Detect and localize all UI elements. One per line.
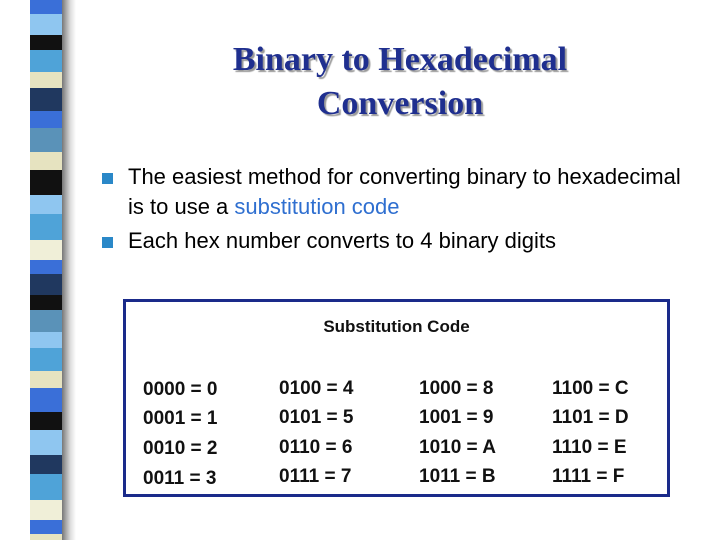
substitution-code-table xyxy=(123,299,670,497)
slide-title xyxy=(120,38,680,126)
strip-shadow xyxy=(62,0,76,540)
table-cell: 1111 = F xyxy=(552,466,625,487)
title-line-1: Binary to Hexadecimal xyxy=(232,41,568,78)
table-cell: 0001 = 1 xyxy=(143,408,218,429)
bullet-item xyxy=(100,226,690,256)
square-bullet-icon xyxy=(102,173,113,184)
table-cell: 1110 = E xyxy=(552,437,627,458)
square-bullet-icon xyxy=(102,237,113,248)
table-cell: 0011 = 3 xyxy=(143,468,217,489)
bullet-text: Each hex number converts to 4 binary digits xyxy=(128,228,557,253)
title-line-2: Conversion xyxy=(316,85,484,122)
decorative-strip xyxy=(0,0,80,540)
table-cell: 0100 = 4 xyxy=(279,378,354,399)
bullet-item xyxy=(100,162,690,222)
table-cell: 0110 = 6 xyxy=(279,437,353,458)
table-cell: 1010 = A xyxy=(419,437,496,458)
table-cell: 1100 = C xyxy=(552,378,629,399)
table-cell: 0111 = 7 xyxy=(279,466,352,487)
bullet-list xyxy=(100,162,690,260)
table-cell: 1101 = D xyxy=(552,407,629,428)
table-cell: 0010 = 2 xyxy=(143,438,218,459)
table-cell: 1001 = 9 xyxy=(419,407,494,428)
bullet-highlight: substitution code xyxy=(234,194,400,219)
table-cell: 1011 = B xyxy=(419,466,496,487)
table-cell: 1000 = 8 xyxy=(419,378,494,399)
table-cell: 0101 = 5 xyxy=(279,407,354,428)
bullet-text: The easiest method for converting binary to hexadecimal is to use a xyxy=(128,164,681,219)
table-cell: 0000 = 0 xyxy=(143,379,218,400)
table-title: Substitution Code xyxy=(323,317,470,336)
